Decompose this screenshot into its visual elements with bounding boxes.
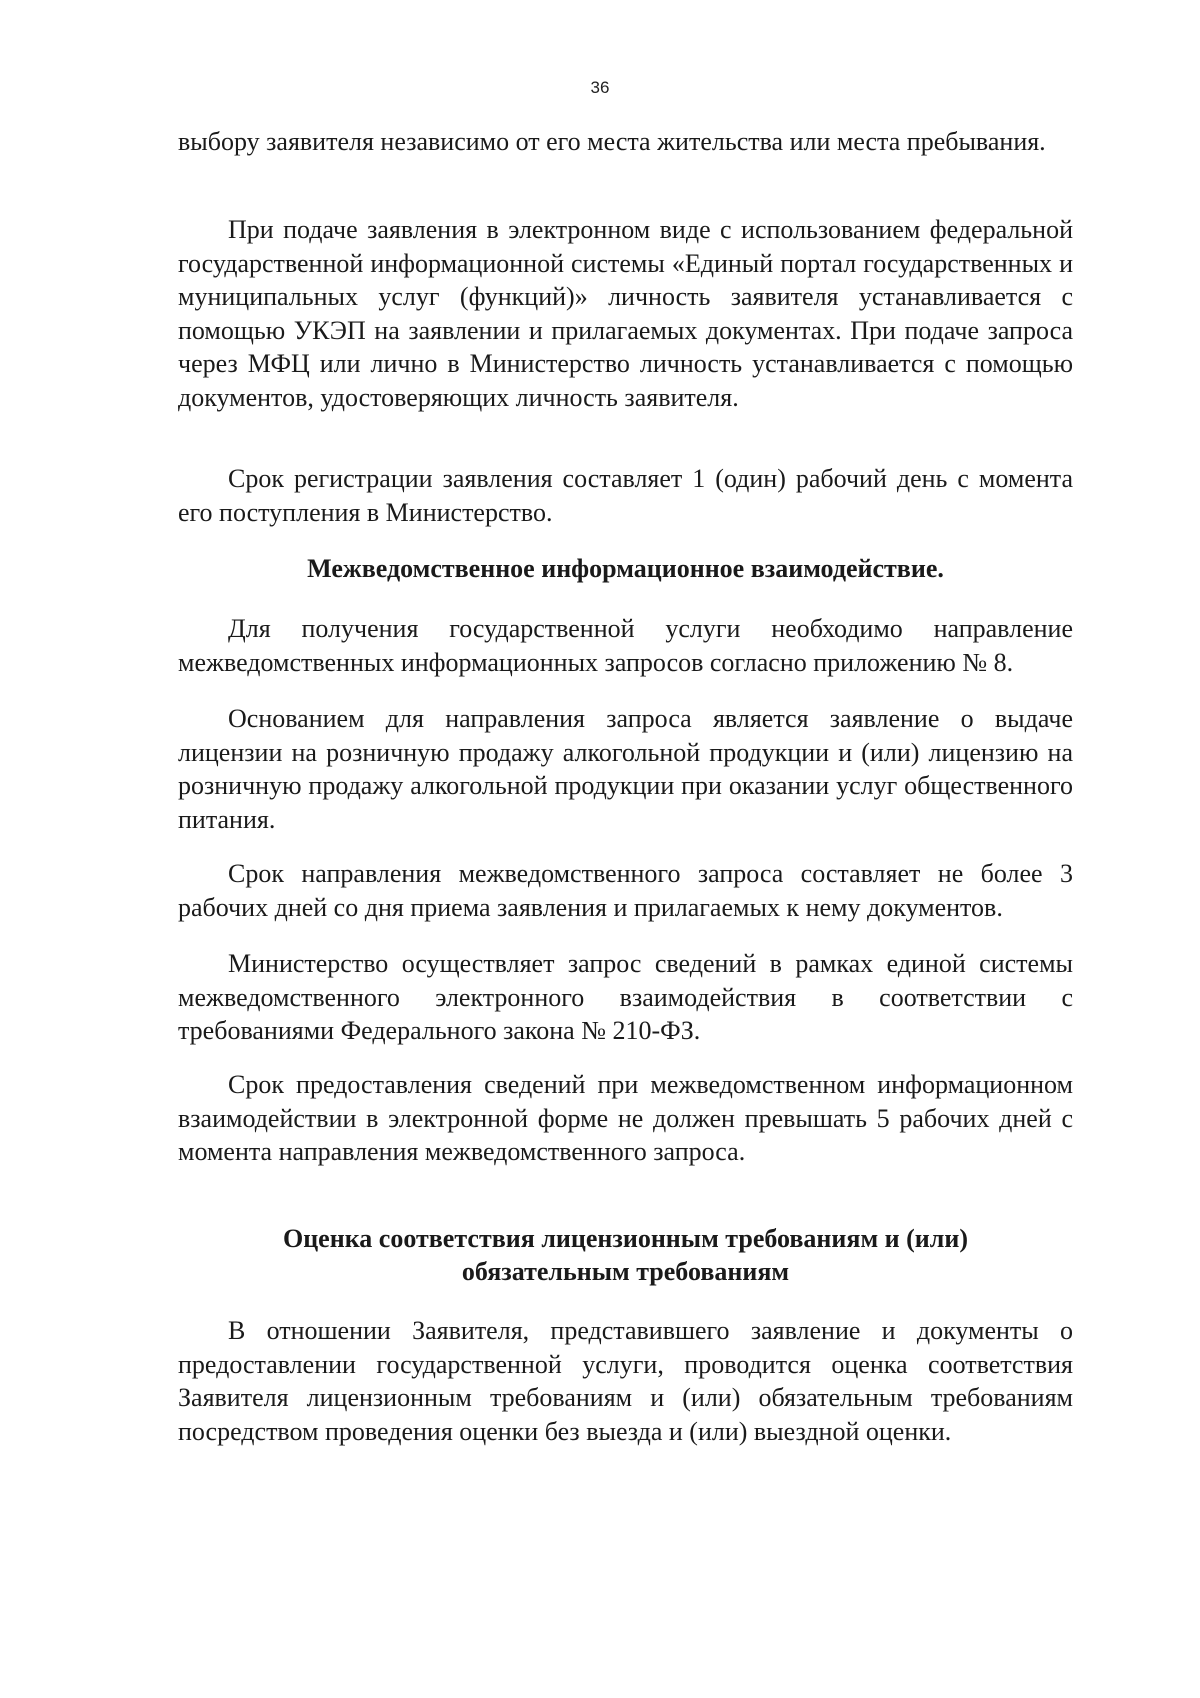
heading-interagency: Межведомственное информационное взаимодействие. xyxy=(307,554,944,583)
heading-compliance-line2: обязательным требованиям xyxy=(461,1257,790,1286)
paragraph-residence: выбору заявителя независимо от его места жительства или места пребывания. xyxy=(178,127,1046,156)
paragraph-interagency-requests: Для получения государственной услуги необходимо направление межведомственных информационных запросов согласно приложению № 8. xyxy=(178,614,1073,677)
paragraph-information-term: Срок предоставления сведений при межведомственном информационном взаимодействии в электронной форме не должен превышать 5 рабочих дней с момента направления межведомственного запроса. xyxy=(178,1070,1073,1166)
paragraph-ministry-request: Министерство осуществляет запрос сведений в рамках единой системы межведомственного электронного взаимодействия в соответствии с требованиями Федерального закона № 210-ФЗ. xyxy=(178,949,1073,1045)
paragraph-identity: При подаче заявления в электронном виде с использованием федеральной государственной информационной системы «Единый портал государственных и муниципальных услуг (функций)» личность заявителя устанавливается с помощью УКЭП на заявлении и прилагаемых документах. При подаче запроса через МФЦ или лично в Министерство личность устанавливается с помощью документов, удостоверяющих личность заявителя. xyxy=(178,215,1073,412)
paragraph-request-basis: Основанием для направления запроса является заявление о выдаче лицензии на розничную продажу алкогольной продукции и (или) лицензию на розничную продажу алкогольной продукции при оказании услуг общественного питания. xyxy=(178,704,1073,834)
heading-compliance-line1: Оценка соответствия лицензионным требованиям и (или) xyxy=(282,1224,969,1253)
paragraph-compliance-assessment: В отношении Заявителя, представившего заявление и документы о предоставлении государственной услуги, проводится оценка соответствия Заявителя лицензионным требованиям и (или) обязательным требованиям посредством проведения оценки без выезда и (или) выездной оценки. xyxy=(178,1316,1073,1446)
page-number: 36 xyxy=(590,78,610,97)
paragraph-request-term: Срок направления межведомственного запроса составляет не более 3 рабочих дней со дня приема заявления и прилагаемых к нему документов. xyxy=(178,859,1073,922)
paragraph-registration-term: Срок регистрации заявления составляет 1 (один) рабочий день с момента его поступления в Министерство. xyxy=(178,464,1073,527)
